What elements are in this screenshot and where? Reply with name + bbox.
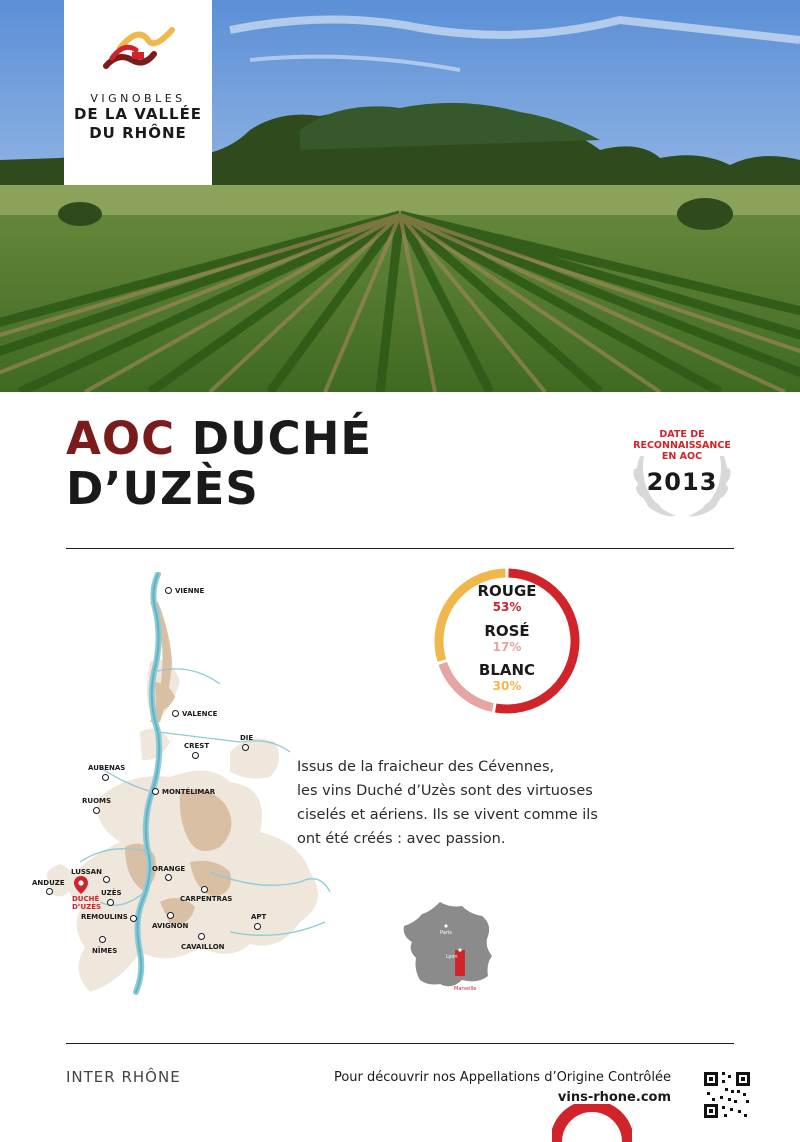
city-anduze: ANDUZE: [32, 879, 65, 887]
france-label-marseille: Marseille: [454, 986, 477, 992]
description-line-1: Issus de la fraicheur des Cévennes,: [297, 759, 555, 775]
city-dot: [93, 807, 100, 814]
city-remoulins: REMOULINS: [81, 913, 128, 921]
decorative-arc-icon: [552, 1104, 632, 1142]
data-label-rouge: 53%: [492, 600, 522, 614]
badge-label-2: RECONNAISSANCE: [633, 440, 731, 451]
city-dot: [172, 710, 179, 717]
city-valence: VALENCE: [182, 710, 218, 718]
legend-label-blanc: BLANC: [478, 661, 536, 679]
city-uzes: UZÈS: [101, 889, 122, 897]
city-dot: [102, 774, 109, 781]
divider-bottom: [66, 1043, 734, 1044]
badge-label-1: DATE DE: [659, 429, 705, 440]
city-dot: [152, 788, 159, 795]
legend-label-rose: ROSÉ: [484, 622, 530, 640]
wine-color-donut-chart: [430, 564, 584, 718]
footer-url-link[interactable]: vins-rhone.com: [557, 1090, 671, 1105]
city-orange: ORANGE: [152, 865, 186, 873]
location-pin-icon: [74, 876, 88, 894]
description-line-3: ciselés et aériens. Ils se vivent comme ils: [297, 807, 598, 823]
logo: [64, 0, 212, 185]
divider-top: [66, 548, 734, 549]
city-dot: [130, 915, 137, 922]
city-dot: [192, 752, 199, 759]
city-aubenas: AUBENAS: [88, 764, 126, 772]
city-vienne: VIENNE: [175, 587, 205, 595]
city-nimes: NÎMES: [92, 947, 118, 955]
title-line-2: D’UZÈS: [66, 462, 259, 515]
logo-line-3: DU RHÔNE: [89, 124, 187, 142]
france-locator-map: [400, 900, 500, 996]
city-montelimar: MONTÉLIMAR: [162, 788, 216, 796]
city-die: DIE: [240, 734, 254, 742]
city-apt: APT: [251, 913, 267, 921]
qr-code-icon[interactable]: [702, 1070, 752, 1120]
duche-label-1: DUCHÉ: [72, 895, 100, 903]
city-dot: [165, 874, 172, 881]
city-cavaillon: CAVAILLON: [181, 943, 225, 951]
france-outline: [400, 900, 500, 996]
city-duche-uzes: [72, 895, 101, 911]
city-dot: [254, 923, 261, 930]
city-crest: CREST: [184, 742, 210, 750]
description: [297, 755, 627, 851]
region-map: [30, 572, 340, 1012]
description-line-2: les vins Duché d’Uzès sont des virtuoses: [297, 783, 593, 799]
duche-label-2: D’UZÈS: [72, 903, 102, 911]
city-dot: [99, 936, 106, 943]
city-dot: [107, 899, 114, 906]
city-dot: [201, 886, 208, 893]
footer-cta: [250, 1068, 671, 1108]
title-accent: AOC: [66, 412, 176, 465]
city-dot: [167, 912, 174, 919]
city-lussan: LUSSAN: [71, 868, 102, 876]
data-label-blanc: 30%: [492, 679, 522, 693]
footer-brand: INTER RHÔNE: [66, 1068, 181, 1086]
city-avignon: AVIGNON: [152, 922, 189, 930]
city-dot: [198, 933, 205, 940]
city-dot: [46, 888, 53, 895]
title-line-1: DUCHÉ: [191, 412, 373, 465]
logo-line-2: DE LA VALLÉE: [73, 105, 203, 123]
city-dot: [103, 876, 110, 883]
aoc-date-badge: [626, 426, 738, 522]
city-carpentras: CARPENTRAS: [180, 895, 233, 903]
city-dot: [242, 744, 249, 751]
footer-tagline: Pour découvrir nos Appellations d’Origine Contrôlée: [333, 1070, 671, 1085]
france-label-lyon: Lyon: [446, 954, 458, 960]
city-dot: [165, 587, 172, 594]
page-title: [66, 414, 372, 514]
legend-label-rouge: ROUGE: [477, 582, 537, 600]
description-line-4: ont été créés : avec passion.: [297, 831, 506, 847]
city-ruoms: RUOMS: [82, 797, 112, 805]
badge-year: 2013: [646, 468, 718, 496]
data-label-rose: 17%: [492, 640, 522, 654]
logo-line-1: VIGNOBLES: [90, 92, 186, 105]
france-label-paris: Paris: [440, 930, 452, 936]
logo-mark-icon: [98, 22, 178, 80]
badge-label-3: EN AOC: [661, 451, 703, 462]
